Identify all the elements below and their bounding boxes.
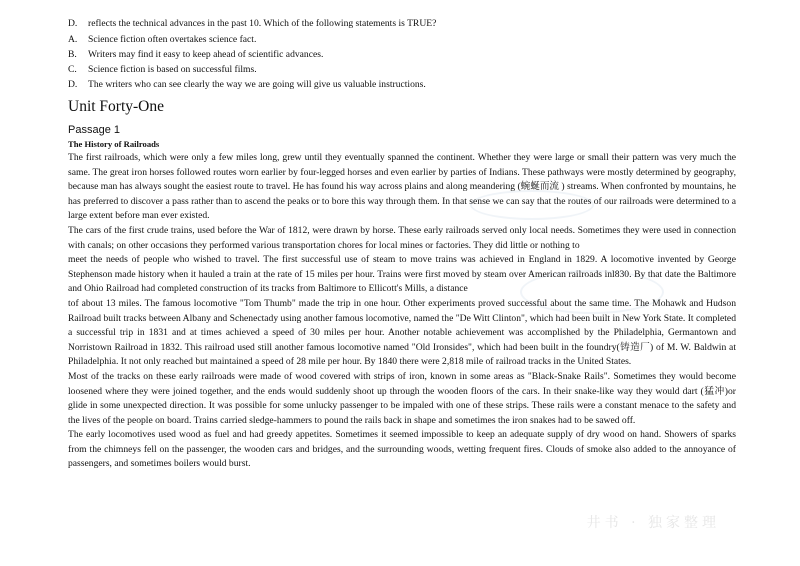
option-text: Science fiction often overtakes science fact. xyxy=(88,34,257,45)
option-b xyxy=(68,47,323,62)
option-a xyxy=(68,32,256,47)
paragraph: The first railroads, which were only a few miles long, grew until they eventually spanned the continent. Whether they were large or small their pattern was very much the same. The great iron horses followed routes worn earlier by four-legged horses and even earlier by parties of Indians. These pathways were mostly determined by geography, because man has always sought the easiest route to travel. He has found his way across plains and along meandering (蜿蜒而流 ) streams. When confronted by mountains, he has preferred to discover a pass rather than to ascend the peaks or to bore this way through them. In that sense we can say that the routes of our railroads were determined to a large extent before man ever existed. xyxy=(68,152,737,222)
passage-label: Passage 1 xyxy=(68,124,120,136)
article-title: The History of Railroads xyxy=(68,139,160,149)
option-letter: C. xyxy=(68,64,77,75)
paragraph: tof about 13 miles. The famous locomotive "Tom Thumb" made the trip in one hour. Other experiments proved successful about the same time. The Mohawk and Hudson Railroad built tracks between Albany and Schenectady using another famous locomotive, named the "De Witt Clinton", which had been built in New York State. It completed a successful trip in 1831 and at times achieved a speed of 30 miles per hour. Another notable achievement was accomplished by the Philadelphia, Germantown and Norristown Railroad in 1832. This railroad used still another famous locomotive named "Old Ironsides", which had been built in the foundry(铸造厂) of M. W. Baldwin at Philadelphia. It not only reached but maintained a speed of 28 mile per hour. By 1840 there were 2,818 mile of railroad tracks in the United States. xyxy=(68,297,736,368)
option-text: Science fiction is based on successful films. xyxy=(88,64,257,75)
paragraph: meet the needs of people who wished to travel. The first successful use of steam to move trains was achieved in England in 1829. A locomotive invented by George Stephenson made history when it hauled a train at the rate of 15 miles per hour. Trains were first moved by steam over American railroads inl830. By that date the Baltimore and Ohio Railroad had completed construction of its tracks from Baltimore to Ellicott's Mills, a distance xyxy=(68,254,736,295)
article-body xyxy=(68,151,736,472)
option-text: The writers who can see clearly the way we are going will give us valuable instructions. xyxy=(88,79,426,90)
question-line xyxy=(68,16,436,31)
option-d xyxy=(68,77,426,92)
option-text: reflects the technical advances in the past 10. Which of the following statements is TRUE? xyxy=(88,18,437,29)
option-letter: A. xyxy=(68,34,78,45)
option-letter: D. xyxy=(68,79,78,90)
watermark-text: 井书 · 独家整理 xyxy=(586,515,720,531)
paragraph: Most of the tracks on these early railroads were made of wood covered with strips of iron, known in some areas as "Black-Snake Rails". Sometimes they would become loosened where they were joined together, and the ends would suddenly shoot up through the wooden floors of the cars. In their snake-like way they would dart (猛冲)or glide in some unexpected direction. It was possible for some unlucky passenger to be impaled with one of these strips. These rails were a constant menace to the safety and the lives of the people on board. Trains carried sledge-hammers to pound the rails back in shape and sometimes the iron snakes had to be sawed off. xyxy=(68,370,736,426)
paragraph: The early locomotives used wood as fuel and had greedy appetites. Sometimes it seemed impossible to keep an adequate supply of dry wood on hand. Showers of sparks from the chimneys fell on the passenger, the wooden cars and bridges, and the surrounding woods, wetting frequent fires. Clouds of smoke also added to the annoyance of passengers, and sometimes boilers would burst. xyxy=(68,429,736,470)
option-letter: D. xyxy=(68,18,78,29)
option-letter: B. xyxy=(68,49,77,60)
unit-title: Unit Forty-One xyxy=(68,98,165,115)
option-text: Writers may find it easy to keep ahead of scientific advances. xyxy=(88,49,324,60)
option-c xyxy=(68,62,257,77)
paragraph: The cars of the first crude trains, used before the War of 1812, were drawn by horse. These early railroads served only local needs. Sometimes they were used in connection with canals; on other occasions they performed various transportation chores for local mines or factories. They did little or nothing to xyxy=(68,224,736,251)
